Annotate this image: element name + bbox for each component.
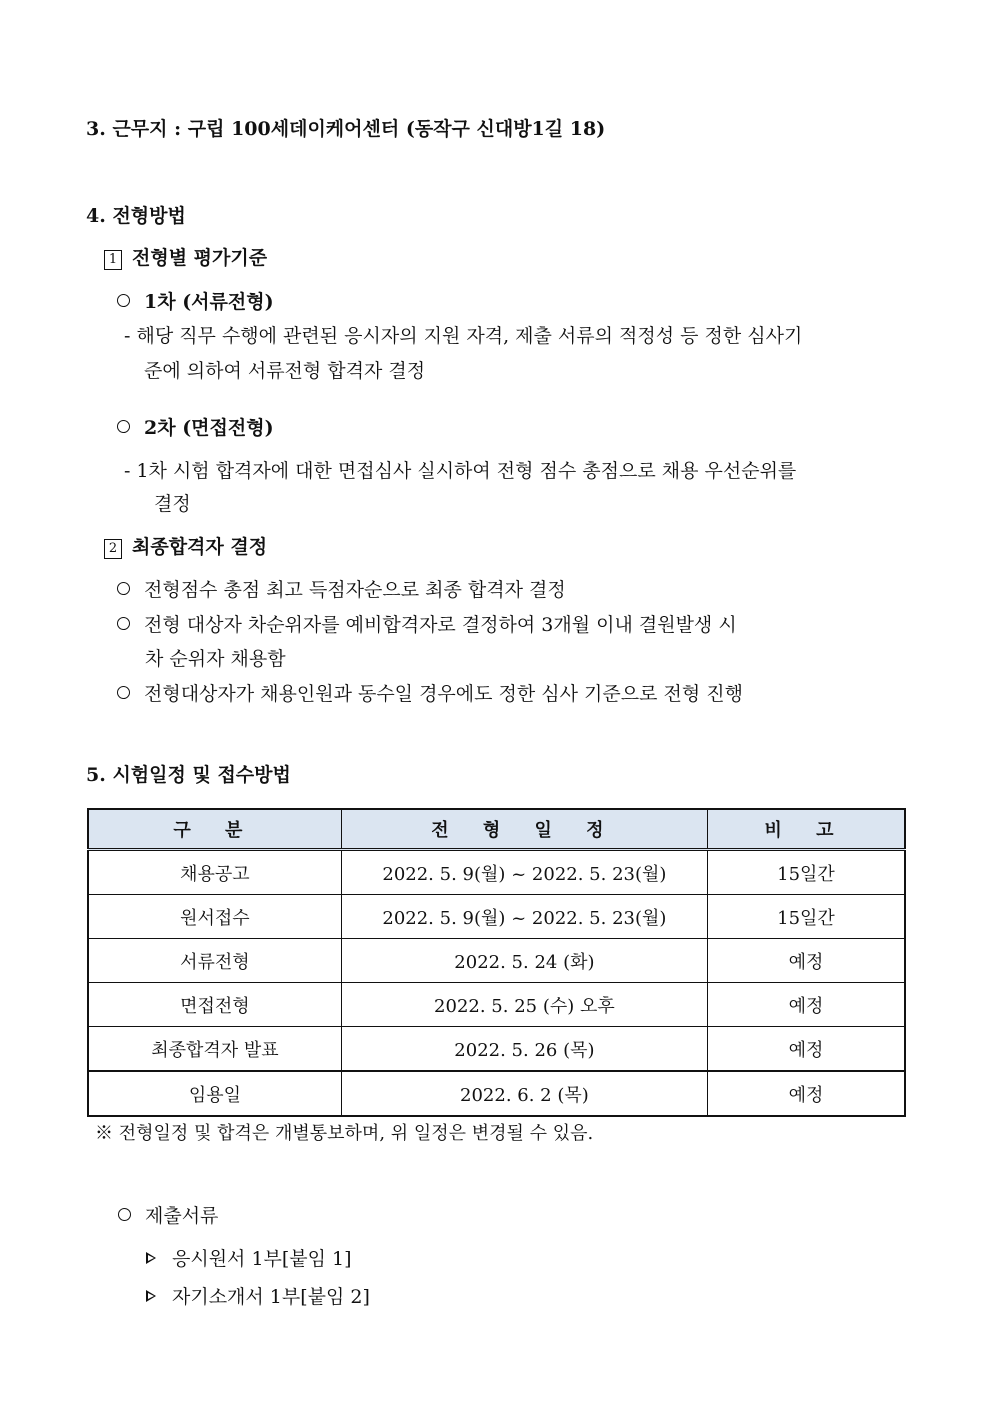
number-box-1: 1 bbox=[104, 250, 122, 270]
cell-schedule: 2022. 6. 2 (목) bbox=[341, 1071, 707, 1116]
stage1-desc-line1: - 해당 직무 수행에 관련된 응시자의 지원 자격, 제출 서류의 적정성 등 정한 심사기 bbox=[124, 325, 803, 347]
final-item-1 bbox=[117, 577, 566, 603]
cell-note: 15일간 bbox=[707, 895, 905, 939]
section5-title: 5. 시험일정 및 접수방법 bbox=[86, 764, 291, 786]
circle-bullet-icon bbox=[117, 420, 130, 433]
stage1-desc-line2: 준에 의하여 서류전형 합격자 결정 bbox=[144, 360, 426, 382]
table-header-row bbox=[88, 809, 905, 850]
triangle-bullet-icon bbox=[146, 1252, 156, 1264]
document-item-text: 자기소개서 1부[붙임 2] bbox=[172, 1286, 370, 1308]
circle-bullet-icon bbox=[118, 1208, 131, 1221]
cell-note: 예정 bbox=[707, 983, 905, 1027]
cell-category: 원서접수 bbox=[88, 895, 341, 939]
stage1-title: 1차 (서류전형) bbox=[144, 291, 274, 313]
cell-category: 최종합격자 발표 bbox=[88, 1027, 341, 1072]
table-row bbox=[88, 850, 905, 895]
cell-schedule: 2022. 5. 24 (화) bbox=[341, 939, 707, 983]
cell-note: 15일간 bbox=[707, 850, 905, 895]
header-schedule: 전 형 일 정 bbox=[341, 809, 707, 850]
final-item-3-text: 전형대상자가 채용인원과 동수일 경우에도 정한 심사 기준으로 전형 진행 bbox=[144, 683, 743, 705]
cell-schedule: 2022. 5. 9(월) ~ 2022. 5. 23(월) bbox=[341, 850, 707, 895]
cell-category: 서류전형 bbox=[88, 939, 341, 983]
cell-note: 예정 bbox=[707, 939, 905, 983]
subsection-final-selection bbox=[104, 534, 267, 560]
triangle-bullet-icon bbox=[146, 1290, 156, 1302]
final-item-1-text: 전형점수 총점 최고 득점자순으로 최종 합격자 결정 bbox=[144, 579, 566, 601]
stage1-heading bbox=[117, 289, 274, 315]
stage2-title: 2차 (면접전형) bbox=[144, 417, 274, 439]
table-row bbox=[88, 1027, 905, 1072]
circle-bullet-icon bbox=[117, 582, 130, 595]
cell-category: 임용일 bbox=[88, 1071, 341, 1116]
final-item-2 bbox=[117, 612, 737, 638]
section3-title: 3. 근무지 : 구립 100세데이케어센터 (동작구 신대방1길 18) bbox=[86, 118, 606, 140]
header-note: 비 고 bbox=[707, 809, 905, 850]
number-box-2: 2 bbox=[104, 539, 122, 559]
document-item-text: 응시원서 1부[붙임 1] bbox=[172, 1248, 352, 1270]
stage2-desc-line1: - 1차 시험 합격자에 대한 면접심사 실시하여 전형 점수 총점으로 채용 우선순위를 bbox=[124, 460, 797, 482]
header-category: 구 분 bbox=[88, 809, 341, 850]
final-item-3 bbox=[117, 681, 743, 707]
table-row bbox=[88, 1071, 905, 1116]
cell-note: 예정 bbox=[707, 1071, 905, 1116]
schedule-footnote: ※ 전형일정 및 합격은 개별통보하며, 위 일정은 변경될 수 있음. bbox=[95, 1123, 594, 1144]
cell-category: 채용공고 bbox=[88, 850, 341, 895]
table-row bbox=[88, 895, 905, 939]
final-item-2-text: 전형 대상자 차순위자를 예비합격자로 결정하여 3개월 이내 결원발생 시 bbox=[144, 614, 737, 636]
cell-note: 예정 bbox=[707, 1027, 905, 1072]
circle-bullet-icon bbox=[117, 686, 130, 699]
stage2-heading bbox=[117, 415, 274, 441]
cell-schedule: 2022. 5. 26 (목) bbox=[341, 1027, 707, 1072]
subsection-evaluation-criteria bbox=[104, 245, 267, 271]
documents-title: 제출서류 bbox=[145, 1205, 219, 1227]
section4-title: 4. 전형방법 bbox=[86, 205, 186, 227]
cell-schedule: 2022. 5. 9(월) ~ 2022. 5. 23(월) bbox=[341, 895, 707, 939]
document-item-1 bbox=[146, 1246, 352, 1272]
subsection-title: 전형별 평가기준 bbox=[132, 247, 268, 269]
cell-schedule: 2022. 5. 25 (수) 오후 bbox=[341, 983, 707, 1027]
subsection-title: 최종합격자 결정 bbox=[132, 536, 268, 558]
circle-bullet-icon bbox=[117, 294, 130, 307]
circle-bullet-icon bbox=[117, 617, 130, 630]
stage2-desc-line2: 결정 bbox=[154, 493, 191, 515]
cell-category: 면접전형 bbox=[88, 983, 341, 1027]
documents-heading bbox=[118, 1203, 218, 1229]
table-row bbox=[88, 939, 905, 983]
schedule-table bbox=[87, 808, 906, 1117]
final-item-2-line2: 차 순위자 채용함 bbox=[145, 648, 286, 670]
document-item-2 bbox=[146, 1284, 370, 1310]
table-row bbox=[88, 983, 905, 1027]
